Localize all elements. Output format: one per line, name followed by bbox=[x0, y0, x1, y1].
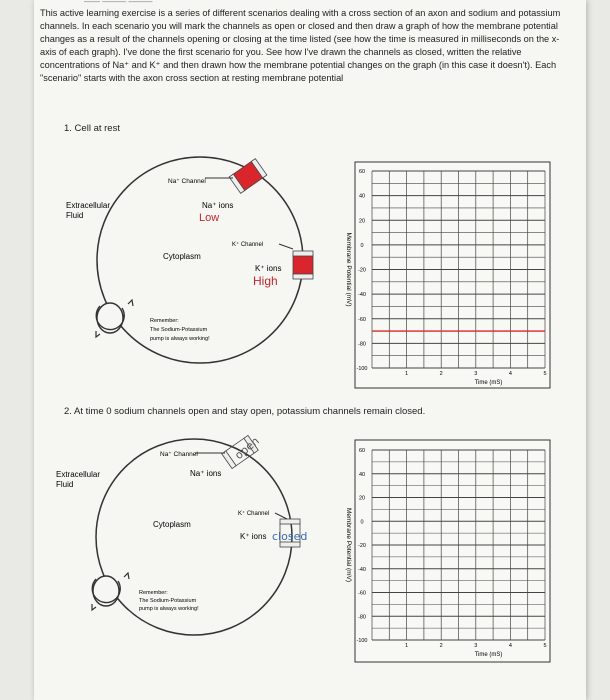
y-tick-label: 20 bbox=[358, 495, 366, 502]
x-tick-label: 4 bbox=[508, 371, 512, 377]
y-tick-label: -80 bbox=[358, 341, 366, 348]
x-tick-label: 5 bbox=[543, 643, 547, 649]
scenario2-cell bbox=[56, 434, 307, 635]
na-k-pump-1 bbox=[96, 300, 133, 337]
intro-paragraph: This active learning exercise is a series of different scenarios dealing with a cross section of an axon and sodium and potassium channels. In each scenario you will mark the channels as open or closed and then draw a graph of how the membrane potential changes as a result of the channels opening or closing at the time listed (see how the time is measured in milliseconds on the x-axis of each graph). I've done the first scenario for you. See how I've drawn the channels as closed, written the relative concentrations of Na⁺ and K⁺ and then drawn how the membrane potential changes on the graph (in this case it doesn't). Each "scenario" starts with the axon cross section at resting membrane potential bbox=[40, 8, 561, 83]
x-tick-label: 2 bbox=[439, 371, 443, 377]
membrane-potential-graph-1 bbox=[345, 162, 550, 388]
x-tick-label: 1 bbox=[405, 371, 409, 377]
pump-note-1b: The Sodium-Potassium bbox=[150, 327, 208, 333]
x-axis-label: Time (mS) bbox=[474, 380, 503, 386]
extracellular-label-1b: Fluid bbox=[66, 211, 84, 220]
y-tick-label: 60 bbox=[358, 448, 366, 454]
y-tick-label: -100 bbox=[356, 638, 368, 644]
cytoplasm-label-1: Cytoplasm bbox=[163, 252, 201, 261]
y-tick-label: 60 bbox=[358, 169, 366, 175]
y-tick-label: -20 bbox=[358, 267, 366, 274]
y-tick-label: 40 bbox=[358, 471, 366, 478]
x-tick-label: 5 bbox=[543, 371, 547, 377]
na-ions-label-2: Na⁺ ions bbox=[190, 469, 222, 478]
y-tick-label: -60 bbox=[358, 316, 366, 323]
scenario2-title: 2. At time 0 sodium channels open and stay open, potassium channels remain closed. bbox=[64, 406, 426, 417]
y-axis-label: Membrane Potential (mV) bbox=[345, 232, 352, 307]
y-tick-label: 0 bbox=[360, 519, 364, 526]
k-channel-pointer-2 bbox=[275, 513, 287, 519]
header-scribble: —— ——— ——— bbox=[84, 0, 153, 6]
extracellular-label-1a: Extracellular bbox=[66, 201, 111, 210]
y-tick-label: -60 bbox=[358, 590, 366, 597]
na-ions-label-1: Na⁺ ions bbox=[202, 201, 234, 210]
membrane-potential-graph-2 bbox=[345, 440, 550, 662]
k-ions-label-2: K⁺ ions bbox=[240, 532, 267, 541]
k-channel-label-1: K⁺ Channel bbox=[232, 242, 264, 248]
pump-note-2c: pump is always working! bbox=[139, 606, 199, 612]
y-tick-label: -40 bbox=[358, 566, 366, 573]
k-channel-label-2: K⁺ Channel bbox=[238, 511, 270, 517]
x-tick-label: 4 bbox=[508, 643, 512, 649]
cytoplasm-label-2: Cytoplasm bbox=[153, 520, 191, 529]
extracellular-label-2b: Fluid bbox=[56, 480, 74, 489]
pump-note-1c: pump is always working! bbox=[150, 336, 210, 342]
scenario1-cell bbox=[66, 157, 313, 363]
x-tick-label: 3 bbox=[474, 371, 478, 377]
scenario1-title: 1. Cell at rest bbox=[64, 123, 120, 134]
y-tick-label: -100 bbox=[356, 366, 368, 372]
y-tick-label: 20 bbox=[358, 218, 366, 225]
extracellular-label-2a: Extracellular bbox=[56, 470, 101, 479]
x-tick-label: 2 bbox=[439, 643, 443, 649]
k-ions-label-1: K⁺ ions bbox=[255, 264, 282, 273]
k-channel-pointer-1 bbox=[279, 244, 293, 249]
na-channel-label-2: Na⁺ Channel bbox=[160, 451, 198, 458]
y-tick-label: -80 bbox=[358, 614, 366, 621]
y-tick-label: -20 bbox=[358, 543, 366, 549]
x-axis-label: Time (mS) bbox=[474, 652, 503, 658]
k-channel-1 bbox=[293, 251, 313, 279]
k-conc-1: High bbox=[253, 274, 278, 288]
y-tick-label: -40 bbox=[358, 292, 366, 299]
na-conc-1: Low bbox=[199, 212, 220, 224]
pump-note-2b: The Sodium-Potassium bbox=[139, 598, 197, 604]
na-open-handwriting: open bbox=[232, 434, 262, 463]
pump-note-1a: Remember: bbox=[150, 318, 179, 324]
na-channel-label-1: Na⁺ Channel bbox=[168, 178, 206, 185]
x-tick-label: 3 bbox=[474, 643, 478, 649]
k-closed-handwriting: closed bbox=[272, 530, 308, 543]
x-tick-label: 1 bbox=[405, 643, 409, 649]
y-tick-label: 0 bbox=[360, 242, 364, 249]
y-tick-label: 40 bbox=[358, 193, 366, 200]
y-axis-label: Membrane Potential (mV) bbox=[345, 507, 352, 583]
pump-note-2a: Remember: bbox=[139, 590, 168, 596]
